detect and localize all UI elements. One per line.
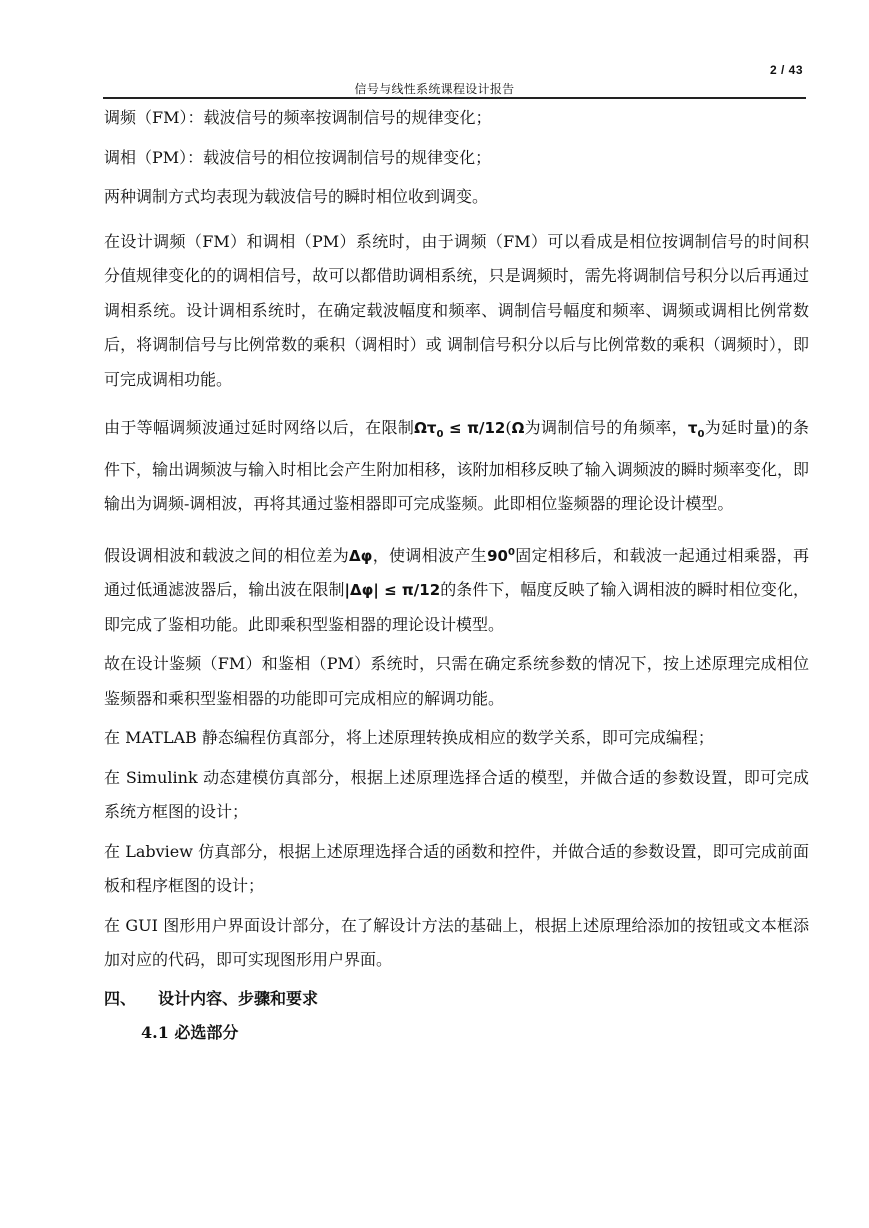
p5-text-1: 由于等幅调频波通过延时网络以后，在限制 — [104, 418, 415, 437]
formula-delta-phi: Δφ — [349, 546, 373, 565]
paragraph-simulink: 在 Simulink 动态建模仿真部分，根据上述原理选择合适的模型，并做合适的参数设置，即可完成系统方框图的设计； — [104, 767, 809, 821]
formula-omega-tau-limit: $\Omega\tau_0 \le \pi/12$ — [414, 419, 506, 440]
paragraph-product-phase-detector — [104, 536, 809, 643]
paragraph-modulation-summary: 两种调制方式均表现为载波信号的瞬时相位收到调变。 — [104, 187, 489, 206]
section-number: 四、 — [104, 988, 137, 1008]
paragraph-labview: 在 Labview 仿真部分，根据上述原理选择合适的函数和控件，并做合适的参数设置，即可完成前面板和程序框图的设计； — [104, 841, 809, 895]
paragraph-matlab: 在 MATLAB 静态编程仿真部分，将上述原理转换成相应的数学关系，即可完成编程； — [104, 728, 714, 747]
running-header-title: 信号与线性系统课程设计报告 — [354, 82, 515, 96]
p6-text-4: 的条件下，幅度反映了输入调相波的瞬时相位变化，即完成了鉴相功能。此即乘积型鉴相器的理论设计模型。 — [104, 580, 809, 634]
p5-text-4: 为延时量)的条件下，输出调频波与输入时相比会产生附加相移，该附加相移反映了输入调频波的瞬时频率变化，即输出为调频-调相波，再将其通过鉴相器即可完成鉴频。此即相位鉴频器的理论设计模型。 — [104, 418, 809, 513]
header-divider — [103, 97, 806, 99]
paragraph-system-design: 在设计调频（FM）和调相（PM）系统时，由于调频（FM）可以看成是相位按调制信号的时间积分值规律变化的的调相信号，故可以都借助调相系统，只是调频时，需先将调制信号积分以后再通过调相系统。设计调相系统时，在确定载波幅度和频率、调制信号幅度和频率、调频或调相比例常数后，将调制信号与比例常数的乘积（调相时）或 调制信号积分以后与比例常数的乘积（调频时），即可完成调相功能。 — [104, 231, 809, 389]
paragraph-gui: 在 GUI 图形用户界面设计部分，在了解设计方法的基础上，根据上述原理给添加的按钮或文本框添加对应的代码，即可实现图形用户界面。 — [104, 915, 809, 969]
p6-text-2: ，使调相波产生 — [372, 545, 488, 565]
p5-text-3: 为调制信号的角频率， — [524, 418, 688, 437]
paragraph-demodulation: 故在设计鉴频（FM）和鉴相（PM）系统时，只需在确定系统参数的情况下，按上述原理完成相位鉴频器和乘积型鉴相器的功能即可完成相应的解调功能。 — [104, 654, 809, 708]
document-body — [104, 101, 809, 1050]
formula-90-degrees: $90^0$ — [487, 546, 515, 565]
paragraph-fm-definition: 调频（FM）：载波信号的频率按调制信号的规律变化； — [104, 108, 492, 127]
paragraph-phase-discriminator — [104, 411, 809, 522]
paragraph-pm-definition: 调相（PM）：载波信号的相位按调制信号的规律变化； — [104, 147, 492, 167]
formula-delta-phi-limit: |Δφ| ≤ π/12 — [344, 581, 441, 599]
p6-text-3: 固定相移后，和载波一起通过相乘器，再通过低通滤波器后，输出波在限制 — [104, 545, 809, 599]
p5-text-2: ( — [505, 418, 512, 437]
p6-text-1: 假设调相波和载波之间的相位差为 — [104, 545, 350, 565]
formula-omega: Ω — [511, 419, 525, 437]
page-number: 2 / 43 — [769, 63, 803, 77]
section-title: 设计内容、步骤和要求 — [158, 988, 319, 1008]
subsection-heading: 4.1 必选部分 — [141, 1022, 239, 1042]
formula-tau0: $\tau_0$ — [687, 419, 705, 440]
section-heading — [104, 982, 809, 1016]
